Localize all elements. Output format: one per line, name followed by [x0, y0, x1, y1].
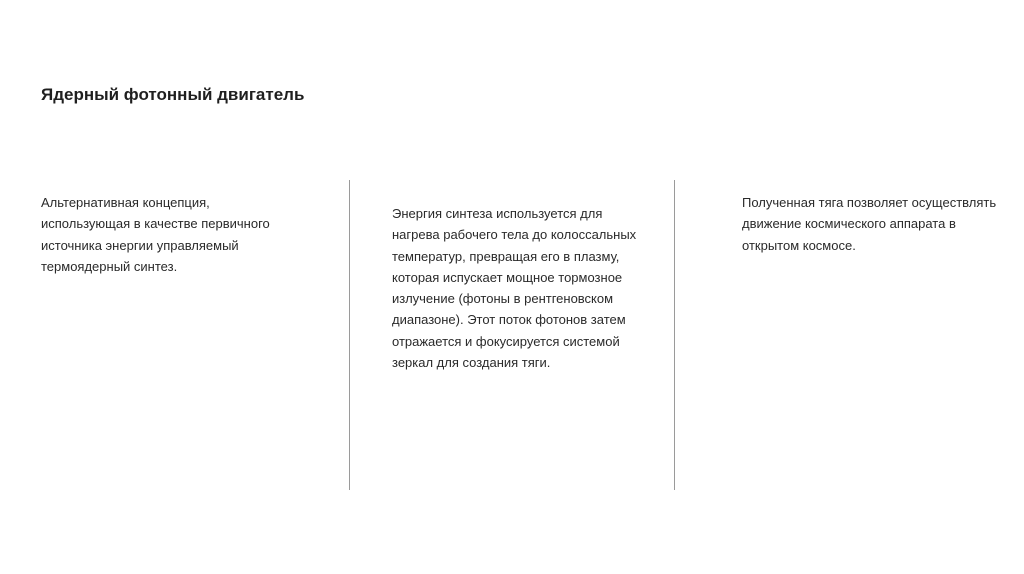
text-line: источника энергии управляемый — [41, 237, 239, 253]
text-line: Полученная тяга позволяет осуществлять — [742, 195, 997, 210]
column-divider — [674, 180, 675, 490]
text-line: излучение (фотоны в рентгеновском — [392, 291, 614, 307]
column-divider — [349, 180, 350, 490]
text-line: нагрева рабочего тела до колоссальных — [392, 227, 637, 243]
text-line: диапазоне). Этот поток фотонов затем — [392, 312, 626, 328]
text-line: зеркал для создания тяги. — [392, 355, 551, 371]
text-line: термоядерный синтез. — [41, 258, 178, 274]
text-line: Альтернативная концепция, — [41, 195, 210, 210]
text-line: использующая в качестве первичного — [41, 216, 270, 232]
text-line: Энергия синтеза используется для — [392, 206, 603, 221]
column-mechanism — [392, 203, 662, 373]
text-line: отражается и фокусируется системой — [392, 333, 620, 349]
slide-title: Ядерный фотонный двигатель — [41, 85, 305, 104]
text-line: открытом космосе. — [742, 237, 856, 253]
column-concept — [41, 192, 321, 277]
text-line: температур, превращая его в плазму, — [392, 248, 620, 264]
text-line: которая испускает мощное тормозное — [392, 269, 623, 285]
column-result — [742, 192, 1004, 256]
text-line: движение космического аппарата в — [742, 216, 956, 232]
